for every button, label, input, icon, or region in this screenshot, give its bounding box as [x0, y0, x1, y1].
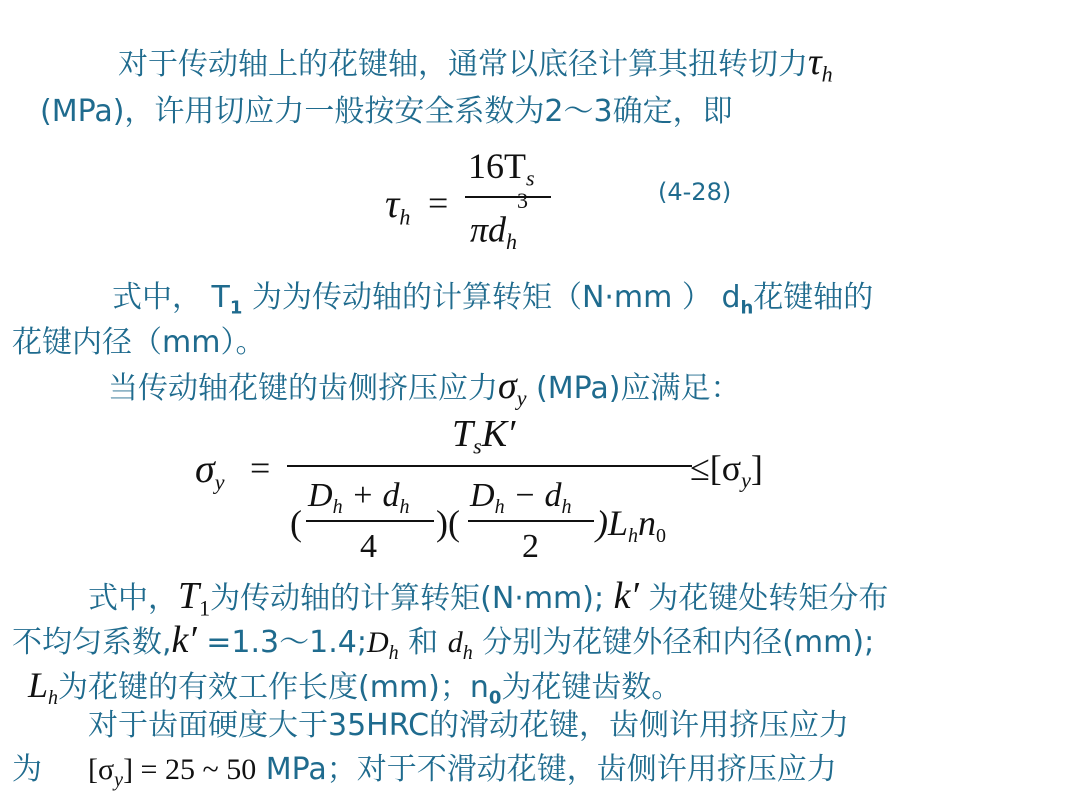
- eq2-f1-plus: + d: [342, 477, 400, 514]
- para4-l3-sub: 0: [488, 687, 502, 709]
- eq2-rhs-end: ]: [750, 448, 763, 488]
- eq1-den-sub: h: [506, 229, 518, 255]
- eq2-num-sub: s: [473, 433, 482, 459]
- para5-l2-math: [σ: [88, 753, 115, 786]
- para4-l2-b: =1.3～1.4;: [196, 625, 367, 660]
- para2-line2: 花键内径（mm）。: [12, 325, 266, 360]
- eq1-numerator: [468, 145, 535, 192]
- eq2-open-paren: (: [290, 503, 302, 543]
- para4-l3-a: 为花键的有效工作长度(mm)；n: [58, 670, 489, 705]
- eq2-num-K: K′: [481, 413, 516, 455]
- para4-l1-T-sub: 1: [199, 595, 211, 621]
- tau-subscript: h: [821, 61, 833, 87]
- para1-line2: (MPa)，许用切应力一般按安全系数为2～3确定，即: [40, 94, 733, 129]
- para5-line2: [12, 750, 837, 800]
- sigma-subscript: y: [516, 385, 527, 411]
- eq2-equals: =: [250, 448, 271, 488]
- eq1-den-sup: 3: [517, 188, 529, 213]
- eq1-equals: =: [428, 183, 449, 223]
- para3-line: [108, 366, 740, 419]
- para1-line1: [118, 42, 833, 95]
- para4-l1-k: k′: [613, 575, 639, 617]
- para4-l2-D-sub: h: [388, 642, 399, 664]
- eq2-close-part: [596, 502, 666, 548]
- eq1-denominator: [470, 188, 529, 255]
- para4-l3-L-sub: h: [48, 687, 59, 709]
- para4-l1-T: T: [178, 575, 200, 617]
- para5-l2-math-sub: y: [114, 769, 124, 791]
- eq2-close-L-sub: h: [628, 525, 639, 547]
- para2-line1: [112, 278, 873, 328]
- eq2-f1-sub1: h: [332, 496, 343, 518]
- eq2-numerator: [452, 412, 515, 460]
- eq2-frac1-denominator: 4: [360, 528, 377, 565]
- eq2-main-fraction-bar: [287, 465, 692, 467]
- eq2-mid-paren: )(: [436, 503, 460, 543]
- para4-l2-k: k′: [171, 619, 197, 661]
- eq1-lhs: [385, 180, 410, 231]
- para4-l3-b: 为花键齿数。: [501, 670, 682, 705]
- eq1-fraction-bar: [465, 196, 551, 198]
- eq1-num-text: 16T: [468, 146, 526, 186]
- eq1-lhs-sub: h: [399, 204, 411, 230]
- eq2-f2-sub1: h: [494, 496, 505, 518]
- para2-l1-sub: 1: [229, 297, 243, 319]
- eq2-f2-minus: − d: [504, 477, 562, 514]
- para1-line1-text: 对于传动轴上的花键轴，通常以底径计算其扭转切力: [118, 47, 808, 82]
- eq2-sigma: σ: [195, 446, 215, 491]
- para4-l2-e: 分别为花键外径和内径(mm);: [472, 625, 875, 660]
- eq2-lhs-sub: y: [214, 469, 225, 495]
- eq2-close-L: )L: [596, 503, 629, 543]
- para4-l2-a: 不均匀系数,: [12, 625, 172, 660]
- eq2-close-n: n: [638, 503, 657, 543]
- para4-l1-a: 式中，: [88, 581, 178, 616]
- para4-l2-d-sub: h: [462, 642, 473, 664]
- eq2-f1-sub2: h: [399, 496, 410, 518]
- para2-l1-sub2: h: [740, 297, 754, 319]
- para5-l2-a: 为: [12, 752, 42, 787]
- eq2-num-T: T: [452, 413, 474, 455]
- eq1-num-sub: s: [526, 165, 535, 191]
- para5-l2-math-b: ] = 25 ~ 50: [123, 753, 257, 786]
- para5-line1: 对于齿面硬度大于35HRC的滑动花键，齿侧许用挤压应力: [88, 708, 850, 743]
- para4-l2-D: D: [366, 626, 389, 659]
- para4-l3-L: L: [28, 665, 49, 705]
- eq1-tau: τ: [385, 181, 400, 226]
- eq2-f2-D: D: [470, 477, 495, 514]
- eq2-frac2-bar: [468, 520, 594, 522]
- eq1-number: (4-28): [658, 178, 732, 206]
- para4-l2-c: 和: [398, 625, 448, 660]
- para3-b: (MPa)应满足：: [526, 371, 741, 406]
- para2-l1-c: 花键轴的: [753, 280, 874, 315]
- eq2-frac2-numerator: [470, 477, 572, 519]
- para4-l2-d: d: [447, 626, 463, 659]
- tau-symbol: τ: [808, 41, 822, 83]
- para3-a: 当传动轴花键的齿侧挤压应力: [108, 371, 498, 406]
- para4-l1-b: 为传动轴的计算转矩(N·mm);: [210, 581, 614, 616]
- eq2-close-n-sub: 0: [656, 525, 667, 547]
- sigma-symbol: σ: [498, 365, 517, 407]
- para5-l2-b: MPa；对于不滑动花键，齿侧许用挤压应力: [256, 752, 837, 787]
- para2-l1-a: 式中， T: [112, 280, 230, 315]
- eq2-rhs-text: ≤[σ: [690, 448, 742, 488]
- eq2-f1-D: D: [308, 477, 333, 514]
- eq2-frac1-bar: [306, 520, 434, 522]
- para4-l1-c: 为花键处转矩分布: [638, 581, 889, 616]
- eq2-rhs: [690, 447, 763, 494]
- eq2-lhs: [195, 445, 225, 496]
- eq2-frac2-denominator: 2: [522, 528, 539, 565]
- eq2-frac1-numerator: [308, 477, 410, 519]
- eq1-den-text: πd: [470, 209, 507, 250]
- eq2-f2-sub2: h: [561, 496, 572, 518]
- eq2-rhs-sub: y: [741, 467, 751, 493]
- para2-l1-b: 为为传动轴的计算转矩（N·mm ） d: [242, 280, 741, 315]
